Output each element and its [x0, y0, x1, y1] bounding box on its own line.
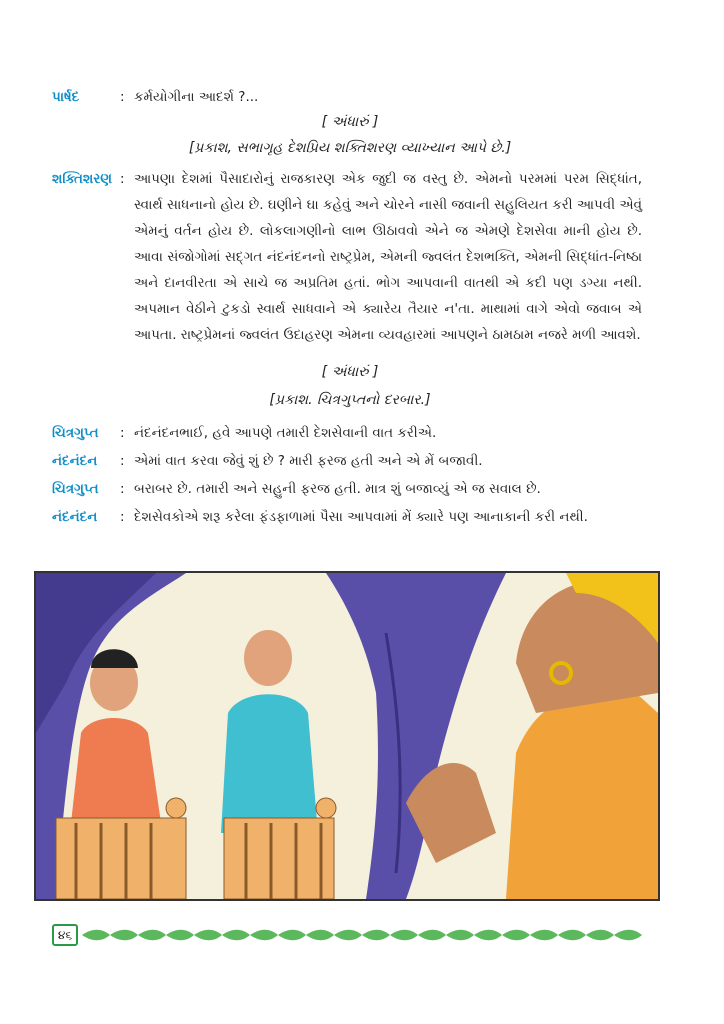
dialogue-text: બરાબર છે. તમારી અને સહુની ફરજ હતી. માત્ર શું બજાવ્યું એ જ સવાલ છે.	[134, 481, 541, 497]
speaker-name: નંદનંદન	[52, 509, 98, 525]
stage-direction-dark: [ અંધારું ]	[321, 364, 379, 380]
colon: :	[120, 89, 125, 105]
dialogue-text: કર્મયોગીના આદર્શ ?...	[134, 89, 259, 105]
colon: :	[120, 171, 125, 187]
stage-direction: [પ્રકાશ. ચિત્રગુપ્તનો દરબાર.]	[269, 392, 431, 408]
dialogue-line-chitragupt	[52, 476, 642, 502]
podium-middle	[224, 818, 334, 899]
colon: :	[120, 453, 125, 469]
person-middle	[244, 630, 292, 686]
colon: :	[120, 481, 125, 497]
dialogue-text: દેશસેવકોએ શરૂ કરેલા ફંડફાળામાં પૈસા આપવામાં મેં ક્યારે પણ આનાકાની કરી નથી.	[134, 509, 588, 525]
page-number: ૪૬	[52, 924, 78, 946]
stage-direction: [પ્રકાશ, સભાગૃહ દેશપ્રિય શક્તિશરણ વ્યાખ્યાન આપે છે.]	[188, 140, 512, 156]
speaker-name: ચિત્રગુપ્ત	[52, 425, 99, 441]
speaker-name: શક્તિશરણ	[52, 171, 113, 187]
colon: :	[120, 425, 125, 441]
stage-direction-dark: [ અંધારું ]	[321, 114, 379, 130]
illustration-drawing	[36, 573, 658, 899]
dialogue-line-nandnandan	[52, 448, 642, 474]
dialogue-line-parshad	[52, 84, 642, 110]
dialogue-line-nandnandan	[52, 504, 642, 530]
court-scene-illustration	[34, 571, 660, 901]
dialogue-text: એમાં વાત કરવા જેવું શું છે ? મારી ફરજ હતી અને એ મેં બજાવી.	[134, 453, 483, 469]
dialogue-text: નંદનંદનભાઈ, હવે આપણે તમારી દેશસેવાની વાત કરીએ.	[134, 425, 437, 441]
dialogue-line-shaktisharan	[52, 166, 642, 348]
speaker-name: નંદનંદન	[52, 453, 98, 469]
leaf-border-decoration	[82, 926, 642, 944]
speaker-name: ચિત્રગુપ્ત	[52, 481, 99, 497]
dialogue-line-chitragupt	[52, 420, 642, 446]
speaker-name: પાર્ષદ	[52, 89, 80, 105]
colon: :	[120, 509, 125, 525]
dialogue-text: આપણા દેશમાં પૈસાદારોનું રાજકારણ એક જુદી જ વસ્તુ છે. એમનો પરમમાં પરમ સિદ્ધાંત, સ્વાર્થ સાધનાનો હોય છે. ઘણીને ઘા કહેવું અને ચોરને નાસી જવાની સહુલિયત કરી આપવી એવું એમનું વર્તન હોય છે. લોકલાગણીનો લાભ ઊઠાવવો એને જ એમણે દેશસેવા માની હોય છે. આવા સંજોગોમાં સદ્ગત નંદનંદનનો રાષ્ટ્રપ્રેમ, એમની જ્વલંત દેશભક્તિ, એમની સિદ્ધાંત-નિષ્ઠા અને દાનવીરતા એ સાચે જ અપ્રતિમ હતાં. ભોગ આપવાની વાતથી એ કદી પણ ડગ્યા નથી. અપમાન વેઠીને ટુકડો સ્વાર્થ સાધવાને એ ક્યારેય તૈયાર ન'તા. માથામાં વાગે એવો જવાબ એ આપતા. રાષ્ટ્રપ્રેમનાં જ્વલંત ઉદાહરણ એમના વ્યવહારમાં આપણને ઠામઠામ નજરે મળી આવશે.	[134, 171, 643, 343]
